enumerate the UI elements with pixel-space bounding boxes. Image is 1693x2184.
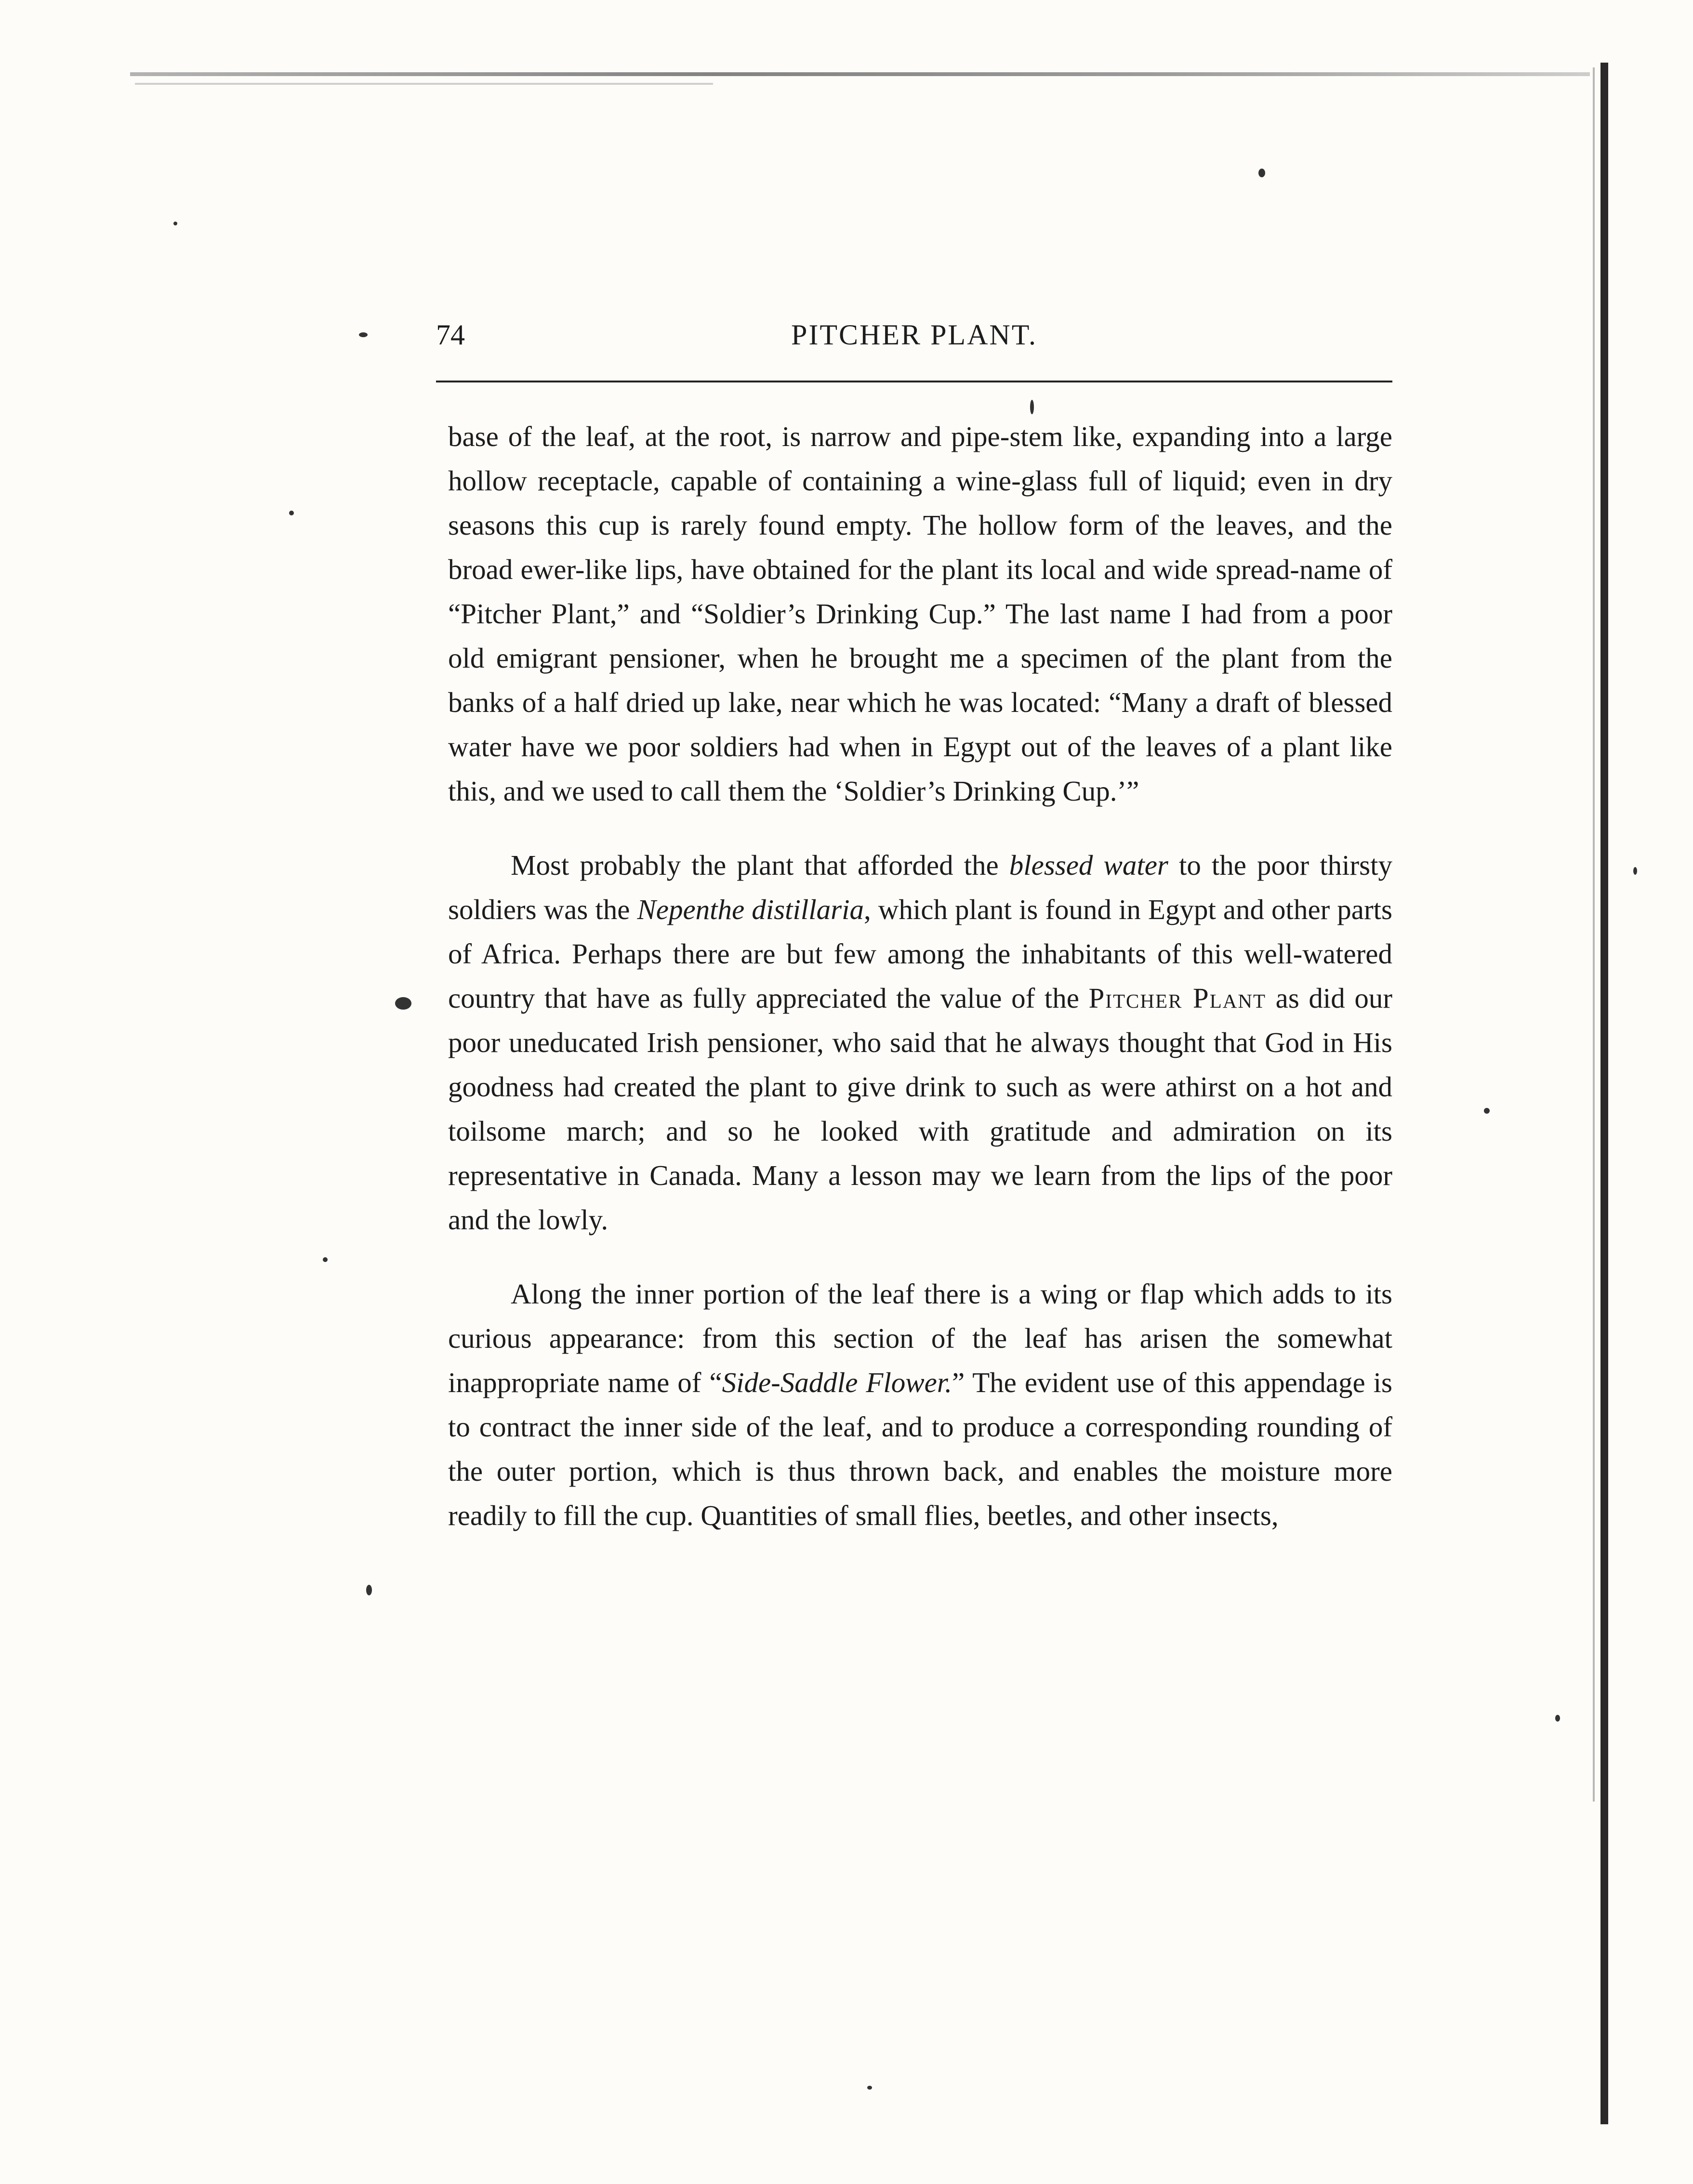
scan-speck xyxy=(289,511,294,515)
scan-edge-top xyxy=(130,72,1590,76)
header-rule xyxy=(436,381,1392,382)
scan-speck xyxy=(1030,400,1034,414)
scan-edge-right-faint xyxy=(1593,67,1595,1802)
paragraph-3-text: Along the inner portion of the leaf there is a wing or flap which adds to its curious appearance: from this section of the leaf has arisen the somewhat inappropriate name of “ xyxy=(448,1278,1392,1398)
paragraph-2-text: to the poor thirsty soldiers was the xyxy=(448,849,1392,925)
scan-speck xyxy=(366,1585,372,1595)
smallcaps-pitcher-plant: Pitcher Plant xyxy=(1088,982,1267,1014)
italic-species-name: Nepenthe distillaria xyxy=(637,894,864,925)
running-title: PITCHER PLANT. xyxy=(791,319,1037,351)
paragraph-2-text: Most probably the plant that afforded the xyxy=(511,849,1009,881)
scan-speck xyxy=(173,222,177,225)
paragraph-2 xyxy=(448,843,1392,1242)
paragraph-1: base of the leaf, at the root, is narrow and pipe-stem like, expanding into a large hollow receptacle, capable of containing a wine-glass full of liquid; even in dry seasons this cup is rarely found empty. The hollow form of the leaves, and the broad ewer-like lips, have obtained for the plant its local and wide spread-name of “Pitcher Plant,” and “Soldier’s Drinking Cup.” The last name I had from a poor old emigrant pensioner, when he brought me a specimen of the plant from the banks of a half dried up lake, near which he was located: “Many a draft of blessed water have we poor soldiers had when in Egypt out of the leaves of a plant like this, and we used to call them the ‘Soldier’s Drinking Cup.’” xyxy=(448,421,1392,807)
page-number: 74 xyxy=(436,319,465,351)
italic-blessed-water: blessed water xyxy=(1009,849,1168,881)
paragraph-3 xyxy=(448,1272,1392,1538)
body-text xyxy=(448,414,1392,1538)
paragraph-3-text: ” The evident use of this appendage is to contract the inner side of the leaf, and to produce a corresponding rounding of the outer portion, which is thus thrown back, and enables the moisture more readily to fill the cup. Quantities of small flies, beetles, and other insects, xyxy=(448,1367,1393,1531)
scan-speck xyxy=(395,997,411,1010)
paragraph-2-text: , which plant is found in Egypt and other parts of Africa. Perhaps there are but few among the inhabitants of this well-watered country that have as fully appreciated the value of the xyxy=(448,894,1392,1014)
scan-speck xyxy=(323,1257,328,1262)
page-header xyxy=(436,313,1392,356)
scan-speck xyxy=(1633,867,1637,875)
scan-speck xyxy=(1258,169,1265,177)
paragraph-2-text: as did our poor uneducated Irish pensioner, who said that he always thought that God in His goodness had created the plant to give drink to such as were athirst on a hot and toilsome march; and so he looked with gratitude and admiration on its representative in Canada. Many a lesson may we learn from the lips of the poor and the lowly. xyxy=(448,982,1393,1236)
scan-speck xyxy=(1555,1715,1560,1722)
scan-edge-top-faint xyxy=(135,83,713,85)
scan-edge-right xyxy=(1600,63,1608,2124)
scan-speck xyxy=(359,332,368,337)
scan-speck xyxy=(1484,1108,1490,1114)
italic-side-saddle-flower: Side-Saddle Flower. xyxy=(722,1367,952,1398)
scan-speck xyxy=(867,2086,872,2090)
